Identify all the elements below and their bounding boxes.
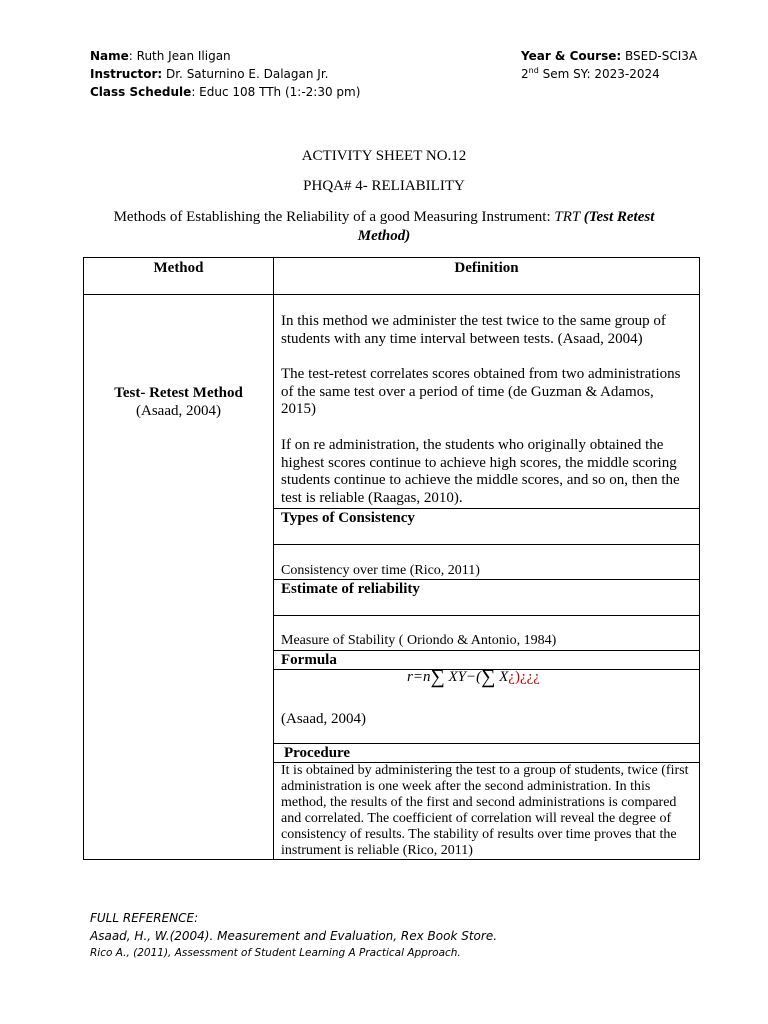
year-course-label: Year & Course: [521,49,622,63]
formula-citation: (Asaad, 2004) [281,711,366,727]
column-divider [273,258,274,860]
header-row-divider [84,294,699,295]
course-info-block [521,47,697,83]
instructor-label: Instructor: [90,67,163,81]
instructor-line [90,65,360,83]
year-course-value: BSED-SCI3A [621,49,698,63]
definition-paragraph: The test-retest correlates scores obtained from two administrations of the same test over a period of time (de Guzman & Adamos, 2015) [281,366,681,418]
methods-title-prefix: Methods of Establishing the Reliability of a good Measuring Instrument: [113,209,555,225]
estimate-row-divider-mid [274,615,699,616]
estimate-of-reliability-value: Measure of Stability ( Oriondo & Antonio, 1984) [281,633,557,648]
instructor-value: Dr. Saturnino E. Dalagan Jr. [162,67,329,81]
phqa-title: PHQA# 4- RELIABILITY [303,178,465,194]
methods-title-trt: TRT [554,209,584,225]
formula-x: X [495,669,509,685]
year-course-line [521,47,697,65]
reliability-table [83,257,700,860]
definition-paragraph: If on re administration, the students who originally obtained the highest scores continue to achieve high scores, the middle scoring students continue to achieve the middle scores, and so on, then the test is reliable (Raagas, 2010). [281,437,680,506]
full-reference-label: FULL REFERENCE: [90,911,199,925]
column-header-definition: Definition [454,260,519,276]
semester-line [521,65,697,83]
full-reference-block [90,909,497,962]
procedure-text: It is obtained by administering the test to a group of students, twice (first administration is one week after the second administration. In this method, the results of the first and second administrations is compared and correlated. The coefficient of correlation will reveal the degree of consistency of results. The stability of results over time proves that the instrument is reliable (Rico, 2011) [281,763,689,858]
methods-title [100,208,668,246]
schedule-label: Class Schedule [90,85,192,99]
student-name-line [90,47,360,65]
methods-title-test-retest: (Test Retest Method) [357,209,655,244]
name-value: : Ruth Jean Iligan [128,49,231,63]
types-of-consistency-heading: Types of Consistency [281,510,415,526]
formula-broken-glyphs: ¿)¿¿¿ [508,669,540,685]
estimate-of-reliability-heading: Estimate of reliability [281,581,420,597]
activity-title: ACTIVITY SHEET NO.12 [301,148,467,164]
types-row-divider-mid [274,544,699,545]
method-citation: (Asaad, 2004) [136,403,221,419]
reference-entry: Asaad, H., W.(2004). Measurement and Evaluation, Rex Book Store. [90,929,498,943]
semester-value: Sem SY: 2023-2024 [538,67,660,81]
semester-number: 2 [521,67,529,81]
semester-superscript: nd [528,66,539,75]
procedure-heading: Procedure [284,745,351,761]
formula-xy: XY−( [444,669,482,685]
reference-entry: Rico A., (2011), Assessment of Student Learning A Practical Approach. [90,947,461,959]
class-schedule-line [90,83,360,101]
name-label: Name [90,49,129,63]
types-of-consistency-value: Consistency over time (Rico, 2011) [281,563,480,578]
formula-heading: Formula [281,652,337,668]
formula-row-divider-top [274,650,699,651]
method-name: Test- Retest Method [114,385,243,401]
student-info-block [90,47,360,101]
column-header-method: Method [153,260,204,276]
method-cell [84,384,273,420]
formula-equation [407,667,540,687]
definition-paragraph: In this method we administer the test twice to the same group of students with any time interval between tests. (Asaad, 2004) [281,313,666,347]
sigma-icon: ∑ [430,666,445,688]
sigma-icon: ∑ [481,666,496,688]
schedule-value: : Educ 108 TTh (1:-2:30 pm) [191,85,361,99]
formula-lhs: r=n [407,669,431,685]
